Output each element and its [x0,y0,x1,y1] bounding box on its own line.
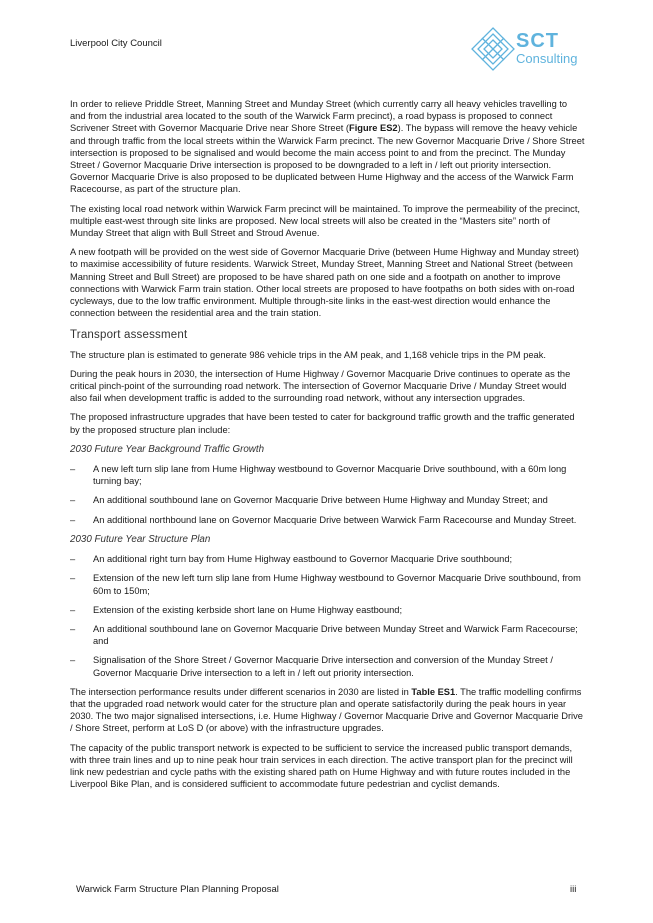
text-span: ). The bypass will remove the heavy vehicle and through traffic from the local streets within the Warwick Farm precinct. The new Governor Macquarie Drive / Shore Street intersection is proposed to be signalised and would become the main access point to and from the precinct. The Munday Street / Governor Macquarie Drive intersection is proposed to be downgraded to a left in / left out priority intersection. Governor Macquarie Drive is also proposed to be duplicated between Hume Highway and the access of the Warwick Farm Racecourse, as part of the structure plan. [70,123,585,195]
list-item [70,654,585,678]
list-item [70,494,585,506]
transport-paragraph-1: The structure plan is estimated to generate 986 vehicle trips in the AM peak, and 1,168 vehicle trips in the PM peak. [70,349,546,360]
list-item [70,604,585,616]
dash-bullet: – [70,604,76,615]
document-body [70,98,585,797]
list-item [70,553,585,565]
results-paragraph-2: The capacity of the public transport network is expected to be sufficient to service the increased public transport demands, with three train lines and up to nine peak hour train services in each direction. The active transport plan for the precinct will link new pedestrian and cycle paths with the existing shared path on Hume Highway and with future routes included in the Liverpool Bike Plan, and is considered sufficient to accommodate future pedestrian and cyclist demands. [70,742,573,790]
dash-bullet: – [70,623,76,634]
sct-consulting-logo [470,26,590,72]
list-item [70,572,585,596]
list-item [70,623,585,647]
text-span: In order to relieve Priddle Street, Manning Street and Munday Street (which currently carry all heavy vehicles travelling to and from the industrial area located to the south of the Warwick Farm precinct), a road bypass is proposed to connect Scrivener Street with Governor Macquarie Drive near Shore Street ( [70,99,568,134]
table-reference: Table ES1 [411,686,456,697]
list-item-text: Signalisation of the Shore Street / Governor Macquarie Drive intersection and conversion of the Munday Street / Governor Macquarie Drive intersection to a left in / left out priority intersection. [93,655,553,678]
footer-page-number: iii [570,884,577,895]
list-item-text: An additional southbound lane on Governor Macquarie Drive between Hume Highway and Munday Street; and [93,495,548,506]
intro-paragraph-1 [70,98,585,196]
text-span: . The traffic modelling confirms that the upgraded road network would cater for the structure plan and operate satisfactorily during the peak hours in year 2030. The two major signalised intersections, i.e. Hume Highway / Governor Macquarie Drive and Governor Macquarie Drive / Shore Street, perform at LoS D (or above) with the infrastructure upgrades. [70,686,583,734]
structure-plan-list [70,553,585,679]
diamond-logo-icon [470,26,516,72]
intro-paragraph-2: The existing local road network within Warwick Farm precinct will be maintained. To improve the permeability of the precinct, multiple east-west through site links are proposed. New local streets will also be created in the “Masters site” north of Munday Street that align with Bull Street and Stroud Avenue. [70,203,580,239]
dash-bullet: – [70,655,76,666]
list-item [70,514,585,526]
text-span: The intersection performance results under different scenarios in 2030 are listed in [70,686,412,697]
list-item-text: Extension of the existing kerbside short lane on Hume Highway eastbound; [93,604,403,615]
dash-bullet: – [70,495,76,506]
list-item [70,463,585,487]
list-item-text: An additional right turn bay from Hume Highway eastbound to Governor Macquarie Drive southbound; [93,554,513,565]
list-item-text: Extension of the new left turn slip lane from Hume Highway westbound to Governor Macquarie Drive southbound, from 60m to 150m; [93,573,581,596]
dash-bullet: – [70,464,76,475]
section-heading-transport: Transport assessment [70,329,188,342]
dash-bullet: – [70,514,76,525]
logo-consulting-text: Consulting [516,51,578,66]
header-organisation: Liverpool City Council [70,38,162,49]
results-paragraph-1 [70,686,585,735]
transport-paragraph-3: The proposed infrastructure upgrades that have been tested to cater for background traffic growth and the traffic generated by the proposed structure plan include: [70,412,575,435]
footer-document-title: Warwick Farm Structure Plan Planning Proposal [76,884,279,895]
subheading-structure-plan: 2030 Future Year Structure Plan [70,533,211,545]
background-growth-list [70,463,585,526]
dash-bullet: – [70,573,76,584]
transport-paragraph-2: During the peak hours in 2030, the intersection of Hume Highway / Governor Macquarie Drive continues to operate as the critical pinch-point of the surrounding road network. The intersection of Governor Macquarie Drive / Munday Street would also fail when development traffic is added to the surrounding road network, without any intersection upgrades. [70,368,571,404]
list-item-text: A new left turn slip lane from Hume Highway westbound to Governor Macquarie Drive southbound, with a 60m long turning bay; [93,464,567,487]
subheading-background-growth: 2030 Future Year Background Traffic Growth [70,443,265,455]
logo-sct-text: SCT [516,30,559,52]
list-item-text: An additional southbound lane on Governor Macquarie Drive between Munday Street and Warwick Farm Racecourse; and [93,623,578,647]
figure-reference: Figure ES2 [349,123,398,134]
intro-paragraph-3: A new footpath will be provided on the west side of Governor Macquarie Drive (between Hume Highway and Munday street) to maximise accessibility of future residents. Warwick Street, Munday Street, Manning Street and National Street (between Manning Street and Bull Street) are proposed to be have shared path on one side and a footpath on another to improve connections with Warwick Farm train station. Other local streets are proposed to have footpaths on both sides with on-road cycleways, due to the low traffic environment. Multiple through-site links in the east-west direction would enhance the connection between the residential area and the train station. [70,247,580,319]
list-item-text: An additional northbound lane on Governor Macquarie Drive between Warwick Farm Racecourse and Munday Street. [93,514,577,525]
dash-bullet: – [70,554,76,565]
